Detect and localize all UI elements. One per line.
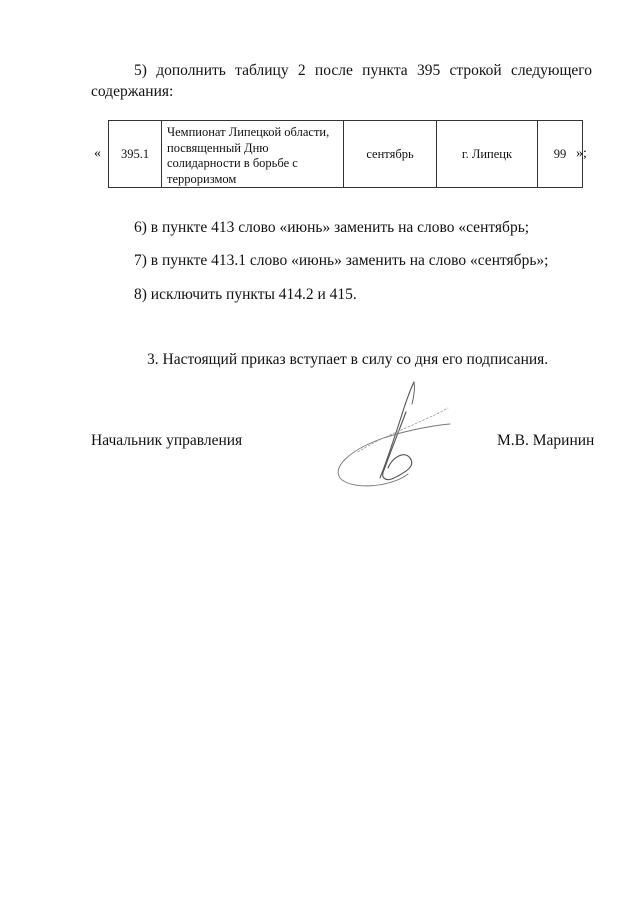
item8-text: 8) исключить пункты 414.2 и 415. (134, 286, 357, 303)
table-open-quote: « (94, 146, 101, 161)
cell-count: 99 (538, 121, 583, 188)
cell-month: сентябрь (344, 121, 437, 188)
signoff-name: М.В. Маринин (497, 432, 595, 449)
clause3-text: 3. Настоящий приказ вступает в силу со дня его подписания. (147, 351, 549, 368)
signoff-position: Начальник управления (91, 432, 243, 449)
item7-text: 7) в пункте 413.1 слово «июнь» заменить на слово «сентябрь»; (134, 252, 549, 269)
table-close-quote: »; (576, 146, 587, 161)
cell-event: Чемпионат Липецкой области, посвященный Дню солидарности в борьбе с терроризмом (162, 121, 344, 188)
cell-place: г. Липецк (437, 121, 538, 188)
table-row (109, 121, 583, 188)
item5-line1: 5) дополнить таблицу 2 после пункта 395 строкой следующего (134, 62, 592, 79)
insertion-table (108, 120, 583, 188)
item5-line2: содержания: (91, 83, 174, 100)
handwritten-signature (330, 378, 460, 493)
cell-number: 395.1 (109, 121, 162, 188)
item6-text: 6) в пункте 413 слово «июнь» заменить на слово «сентябрь; (134, 219, 530, 236)
